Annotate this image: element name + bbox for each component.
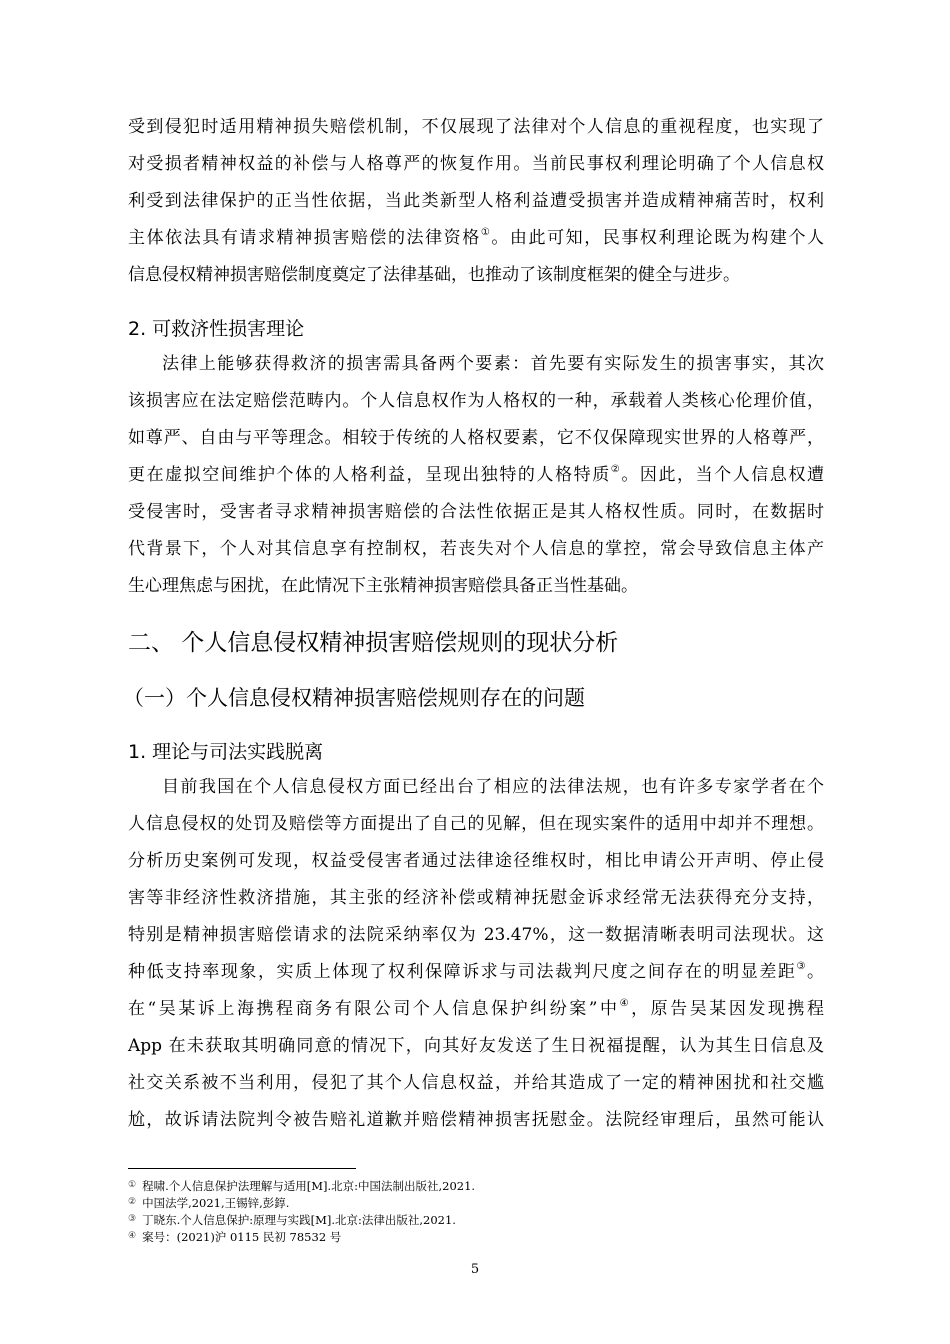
heading-subtopic: 1. 理论与司法实践脱离 [128, 741, 324, 763]
footnote-ref: ① [480, 227, 492, 238]
footnote-ref: ④ [619, 998, 632, 1009]
footnote-divider [128, 1168, 356, 1169]
body-paragraph [128, 109, 824, 294]
body-paragraph [128, 769, 824, 1139]
text-line: 特别是精神损害赔偿请求的法院采纳率仅为 23.47%，这一数据清晰表明司法现状。这 [128, 925, 824, 945]
text-line [128, 954, 824, 991]
footnote-text: 案号：(2021)沪 0115 民初 78532 号 [142, 1230, 342, 1244]
footnote-ref: ② [610, 464, 622, 475]
text-segment: 。由此可知，民事权利理论既为构建个人 [491, 228, 825, 248]
text-line: 对受损者精神权益的补偿与人格尊严的恢复作用。当前民事权利理论明确了个人信息权 [128, 154, 824, 174]
text-line: 信息侵权精神损害赔偿制度奠定了法律基础，也推动了该制度框架的健全与进步。 [128, 265, 740, 285]
text-line: 如尊严、自由与平等理念。相较于传统的人格权要素，它不仅保障现实世界的人格尊严， [128, 428, 824, 448]
text-segment: 主体依法具有请求精神损害赔偿的法律资格 [128, 228, 481, 248]
footnotes [128, 1178, 475, 1246]
text-segment: 在“吴某诉上海携程商务有限公司个人信息保护纠纷案”中 [128, 999, 620, 1019]
text-line: App 在未获取其明确同意的情况下，向其好友发送了生日祝福提醒，认为其生日信息及 [128, 1036, 824, 1056]
text-segment: ，原告吴某因发现携程 [631, 999, 825, 1019]
subsection-title: （一）个人信息侵权精神损害赔偿规则存在的问题 [123, 686, 585, 710]
text-line: 代背景下，个人对其信息享有控制权，若丧失对个人信息的掌控，常会导致信息主体产 [128, 539, 824, 559]
text-line: 尬，故诉请法院判令被告赔礼道歉并赔偿精神损害抚慰金。法院经审理后，虽然可能认 [128, 1110, 824, 1130]
footnote-mark: ① [128, 1180, 137, 1190]
text-line: 法律上能够获得救济的损害需具备两个要素：首先要有实际发生的损害事实，其次 [162, 354, 824, 374]
text-line: 利受到法律保护的正当性依据，当此类新型人格利益遭受损害并造成精神痛苦时，权利 [128, 191, 824, 211]
text-line [128, 991, 824, 1028]
text-segment: 种低支持率现象，实质上体现了权利保障诉求与司法裁判尺度之间存在的明显差距 [128, 962, 797, 982]
footnote-mark: ③ [128, 1214, 137, 1224]
footnote-ref: ③ [796, 961, 808, 972]
text-line: 分析历史案例可发现，权益受侵害者通过法律途径维权时，相比申请公开声明、停止侵 [128, 851, 824, 871]
footnote-mark: ② [128, 1197, 137, 1207]
text-line: 社交关系被不当利用，侵犯了其个人信息权益，并给其造成了一定的精神困扰和社交尴 [128, 1073, 824, 1093]
section-title: 二、 个人信息侵权精神损害赔偿规则的现状分析 [128, 630, 619, 656]
text-segment: 。 [807, 962, 825, 982]
footnote [128, 1178, 475, 1195]
text-line: 受侵害时，受害者寻求精神损害赔偿的合法性依据正是其人格权性质。同时，在数据时 [128, 502, 824, 522]
text-line: 人信息侵权的处罚及赔偿等方面提出了自己的见解，但在现实案件的适用中却并不理想。 [128, 814, 824, 834]
text-line [128, 457, 824, 494]
footnote-text: 中国法学,2021,王锡锌,彭錞. [142, 1196, 290, 1210]
footnote-text: 程啸.个人信息保护法理解与适用[M].北京:中国法制出版社,2021. [142, 1179, 476, 1193]
footnote-mark: ④ [128, 1231, 137, 1241]
text-line: 该损害应在法定赔偿范畴内。个人信息权作为人格权的一种，承载着人类核心伦理价值， [128, 391, 824, 411]
body-paragraph [128, 346, 824, 605]
text-line [128, 220, 824, 257]
text-segment: 。因此，当个人信息权遭 [621, 465, 825, 485]
text-line: 生心理焦虑与困扰，在此情况下主张精神损害赔偿具备正当性基础。 [128, 576, 638, 596]
footnote [128, 1229, 475, 1246]
text-segment: 更在虚拟空间维护个体的人格利益，呈现出独特的人格特质 [128, 465, 611, 485]
footnote [128, 1195, 475, 1212]
footnote [128, 1212, 475, 1229]
text-line: 目前我国在个人信息侵权方面已经出台了相应的法律法规，也有许多专家学者在个 [162, 777, 824, 797]
footnote-text: 丁晓东.个人信息保护:原理与实践[M].北京:法律出版社,2021. [142, 1213, 456, 1227]
heading-subtopic: 2. 可救济性损害理论 [128, 318, 305, 340]
text-line: 受到侵犯时适用精神损失赔偿机制，不仅展现了法律对个人信息的重视程度，也实现了 [128, 117, 824, 137]
text-line: 害等非经济性救济措施，其主张的经济补偿或精神抚慰金诉求经常无法获得充分支持， [128, 888, 824, 908]
page-number: 5 [470, 1262, 480, 1277]
